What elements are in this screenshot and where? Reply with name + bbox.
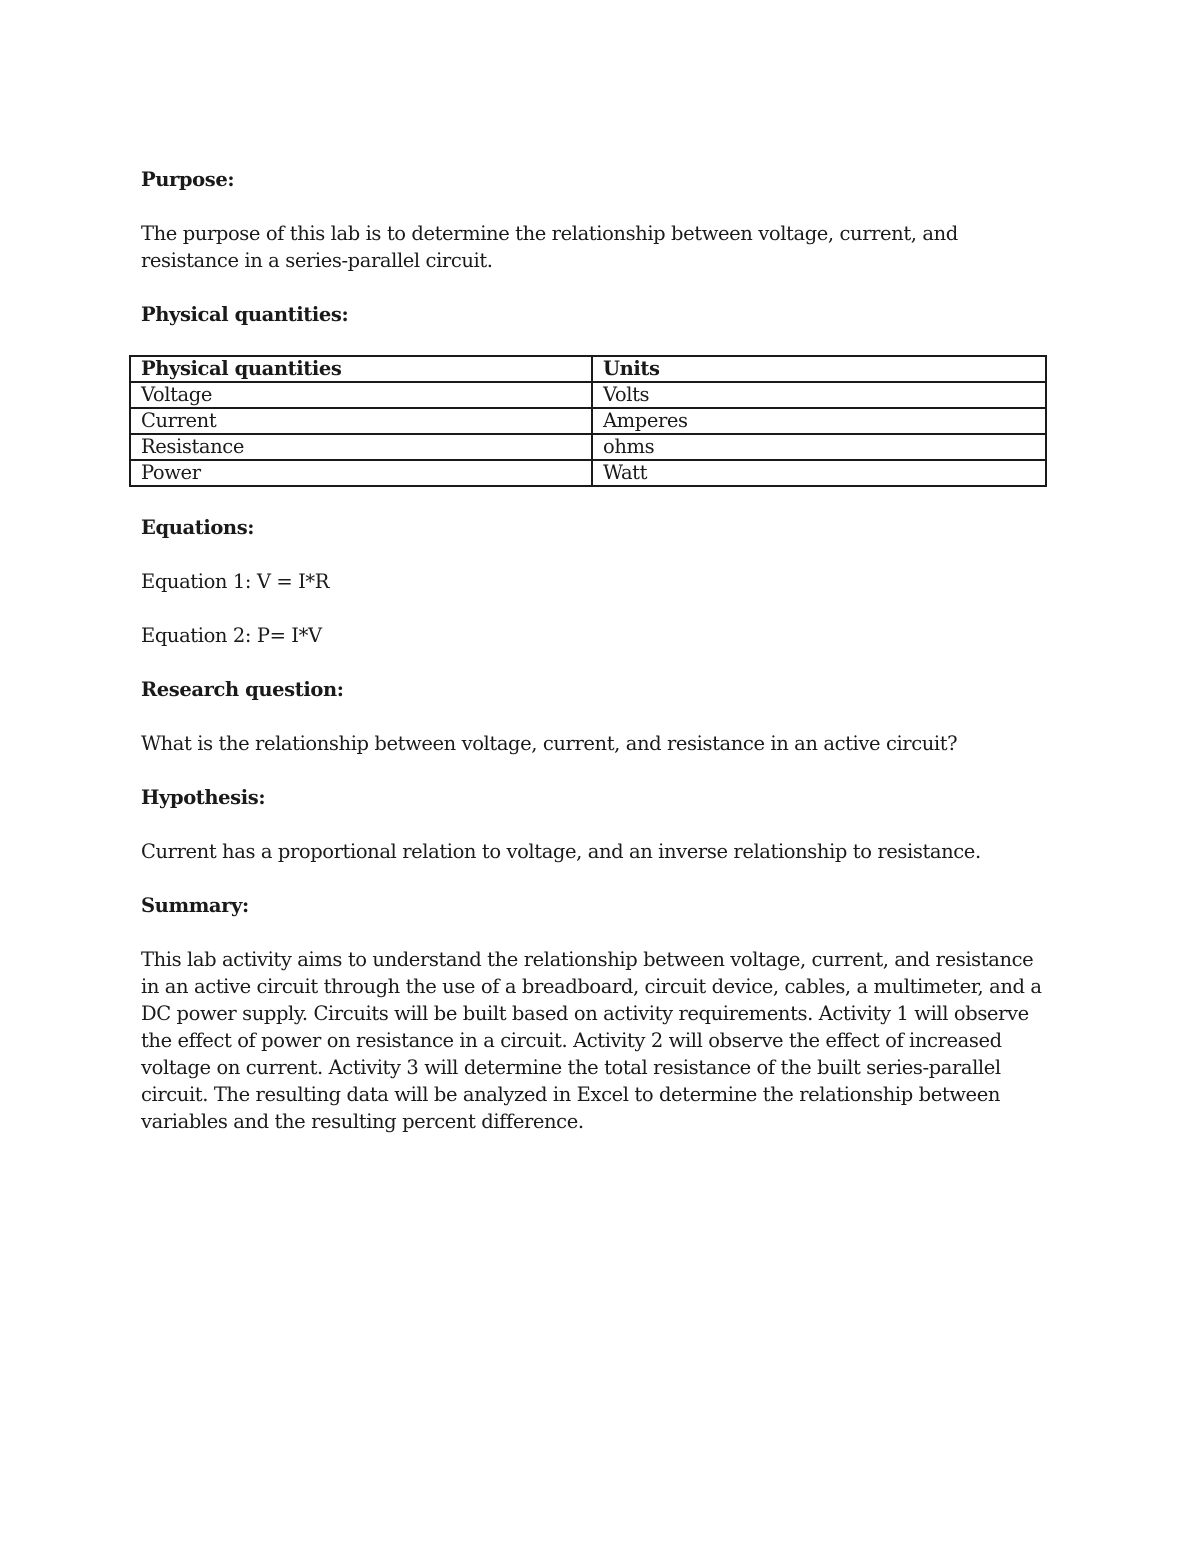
table-header-cell: Physical quantities xyxy=(130,356,592,382)
physical-quantities-table xyxy=(129,355,1047,487)
table-row xyxy=(130,382,1046,408)
equation-1: Equation 1: V = I*R xyxy=(141,570,329,593)
table-row xyxy=(130,408,1046,434)
summary-text: This lab activity aims to understand the relationship between voltage, current, and resistance in an active circuit through the use of a breadboard, circuit device, cables, a multimeter, and a DC power supply. Circuits will be built based on activity requirements. Activity 1 will observe the effect of power on resistance in a circuit. Activity 2 will observe the effect of increased voltage on current. Activity 3 will determine the total resistance of the built series-parallel circuit. The resulting data will be analyzed in Excel to determine the relationship between variables and the resulting percent difference. xyxy=(141,948,1042,1133)
table-cell: ohms xyxy=(592,434,1046,460)
table-cell: Resistance xyxy=(130,434,592,460)
table-cell: Volts xyxy=(592,382,1046,408)
purpose-text: The purpose of this lab is to determine the relationship between voltage, current, and resistance in a series-parallel circuit. xyxy=(141,222,958,272)
hypothesis-text: Current has a proportional relation to voltage, and an inverse relationship to resistance. xyxy=(141,840,981,863)
table-cell: Amperes xyxy=(592,408,1046,434)
table-header-row xyxy=(130,356,1046,382)
research-question-text: What is the relationship between voltage, current, and resistance in an active circuit? xyxy=(141,732,958,755)
table-cell: Current xyxy=(130,408,592,434)
hypothesis-heading: Hypothesis: xyxy=(141,786,266,809)
table-cell: Power xyxy=(130,460,592,486)
physical-quantities-heading: Physical quantities: xyxy=(141,303,349,326)
document-page xyxy=(141,166,1061,1162)
table-row xyxy=(130,434,1046,460)
table-cell: Watt xyxy=(592,460,1046,486)
purpose-heading: Purpose: xyxy=(141,168,235,191)
table-row xyxy=(130,460,1046,486)
summary-heading: Summary: xyxy=(141,894,249,917)
equation-2: Equation 2: P= I*V xyxy=(141,624,322,647)
research-question-heading: Research question: xyxy=(141,678,344,701)
table-cell: Voltage xyxy=(130,382,592,408)
equations-heading: Equations: xyxy=(141,516,255,539)
table-header-cell: Units xyxy=(592,356,1046,382)
